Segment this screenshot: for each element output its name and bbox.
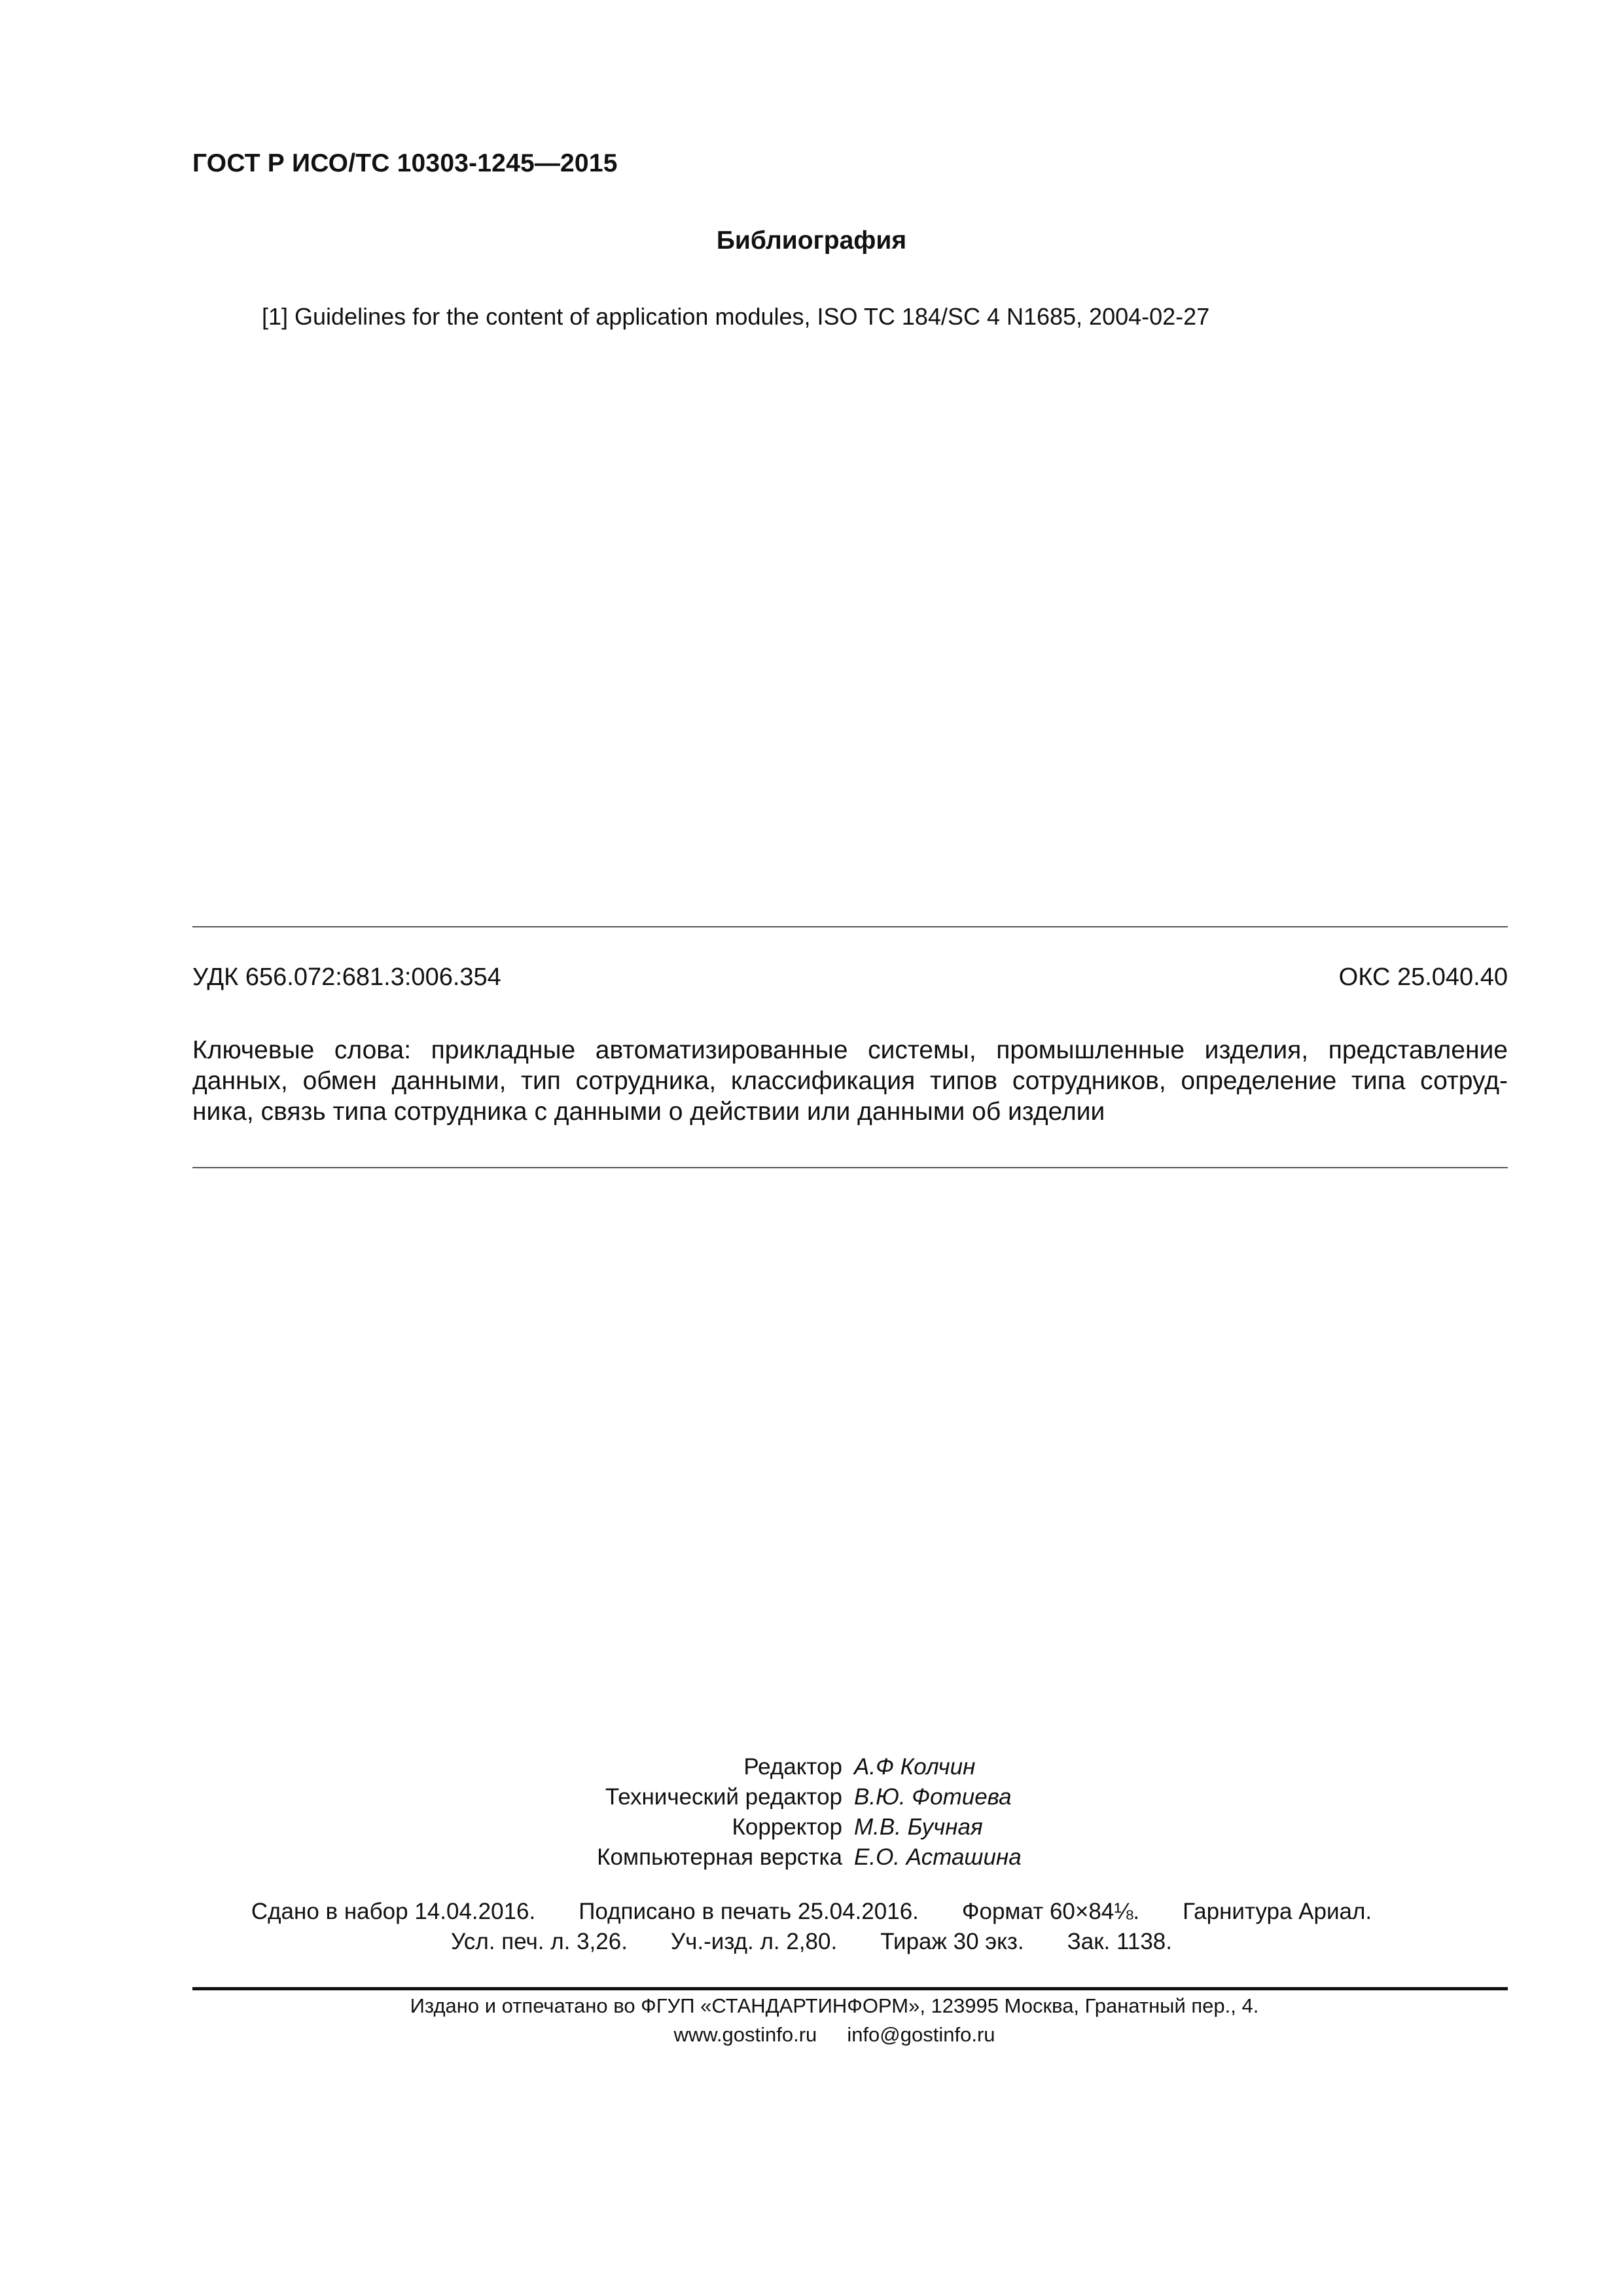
typeface: Гарнитура Ариал. — [1183, 1899, 1372, 1924]
publication-info-line-2 — [0, 1929, 1623, 1955]
credit-row-editor — [0, 1752, 1623, 1782]
printed-sheets: Усл. печ. л. 3,26. — [451, 1929, 628, 1954]
credit-row-technical-editor — [0, 1782, 1623, 1812]
keywords-line: данных, обмен данными, тип сотрудника, классификация типов сотрудников, определение типа сотруд- — [192, 1067, 1508, 1095]
divider-middle — [192, 1167, 1508, 1168]
credit-name: Е.О. Асташина — [854, 1844, 1022, 1870]
publisher-contacts — [0, 2023, 1623, 2047]
udk-code: УДК 656.072:681.3:006.354 — [192, 963, 501, 991]
standard-code: ГОСТ Р ИСО/ТС 10303-1245—2015 — [192, 149, 618, 177]
divider-top — [192, 926, 1508, 927]
credits-block — [0, 1752, 1623, 1873]
email-link[interactable]: info@gostinfo.ru — [847, 2023, 995, 2046]
typeset-date: Сдано в набор 14.04.2016. — [251, 1899, 536, 1924]
divider-bottom — [192, 1987, 1508, 1990]
credit-name: В.Ю. Фотиева — [854, 1784, 1012, 1810]
publisher-info: Издано и отпечатано во ФГУП «СТАНДАРТИНФОРМ», 123995 Москва, Гранатный пер., 4. — [410, 1994, 1259, 2017]
credit-name: М.В. Бучная — [854, 1814, 983, 1840]
credit-role: Редактор — [743, 1754, 842, 1780]
credit-role: Технический редактор — [605, 1784, 842, 1810]
credit-row-layout — [0, 1842, 1623, 1873]
print-signed-date: Подписано в печать 25.04.2016. — [579, 1899, 919, 1924]
bibliography-entry: [1] Guidelines for the content of application modules, ISO TC 184/SC 4 N1685, 2004-02-27 — [262, 303, 1210, 330]
publisher-sheets: Уч.-изд. л. 2,80. — [670, 1929, 838, 1954]
credit-name: А.Ф Колчин — [854, 1754, 976, 1780]
credit-role: Корректор — [732, 1814, 842, 1840]
oks-code: ОКС 25.040.40 — [1338, 963, 1508, 991]
website-link[interactable]: www.gostinfo.ru — [673, 2023, 817, 2046]
keywords-block — [192, 1035, 1508, 1127]
credit-row-proofreader — [0, 1812, 1623, 1842]
order-number: Зак. 1138. — [1067, 1929, 1172, 1954]
print-run: Тираж 30 экз. — [880, 1929, 1024, 1954]
keywords-line: Ключевые слова: прикладные автоматизированные системы, промышленные изделия, представление — [192, 1036, 1508, 1064]
credit-role: Компьютерная верстка — [597, 1844, 842, 1870]
publication-info-line-1 — [0, 1899, 1623, 1925]
bibliography-title: Библиография — [716, 226, 907, 255]
keywords-line: ника, связь типа сотрудника с данными о действии или данными об изделии — [192, 1098, 1105, 1126]
paper-format: Формат 60×84⅛. — [961, 1899, 1140, 1924]
